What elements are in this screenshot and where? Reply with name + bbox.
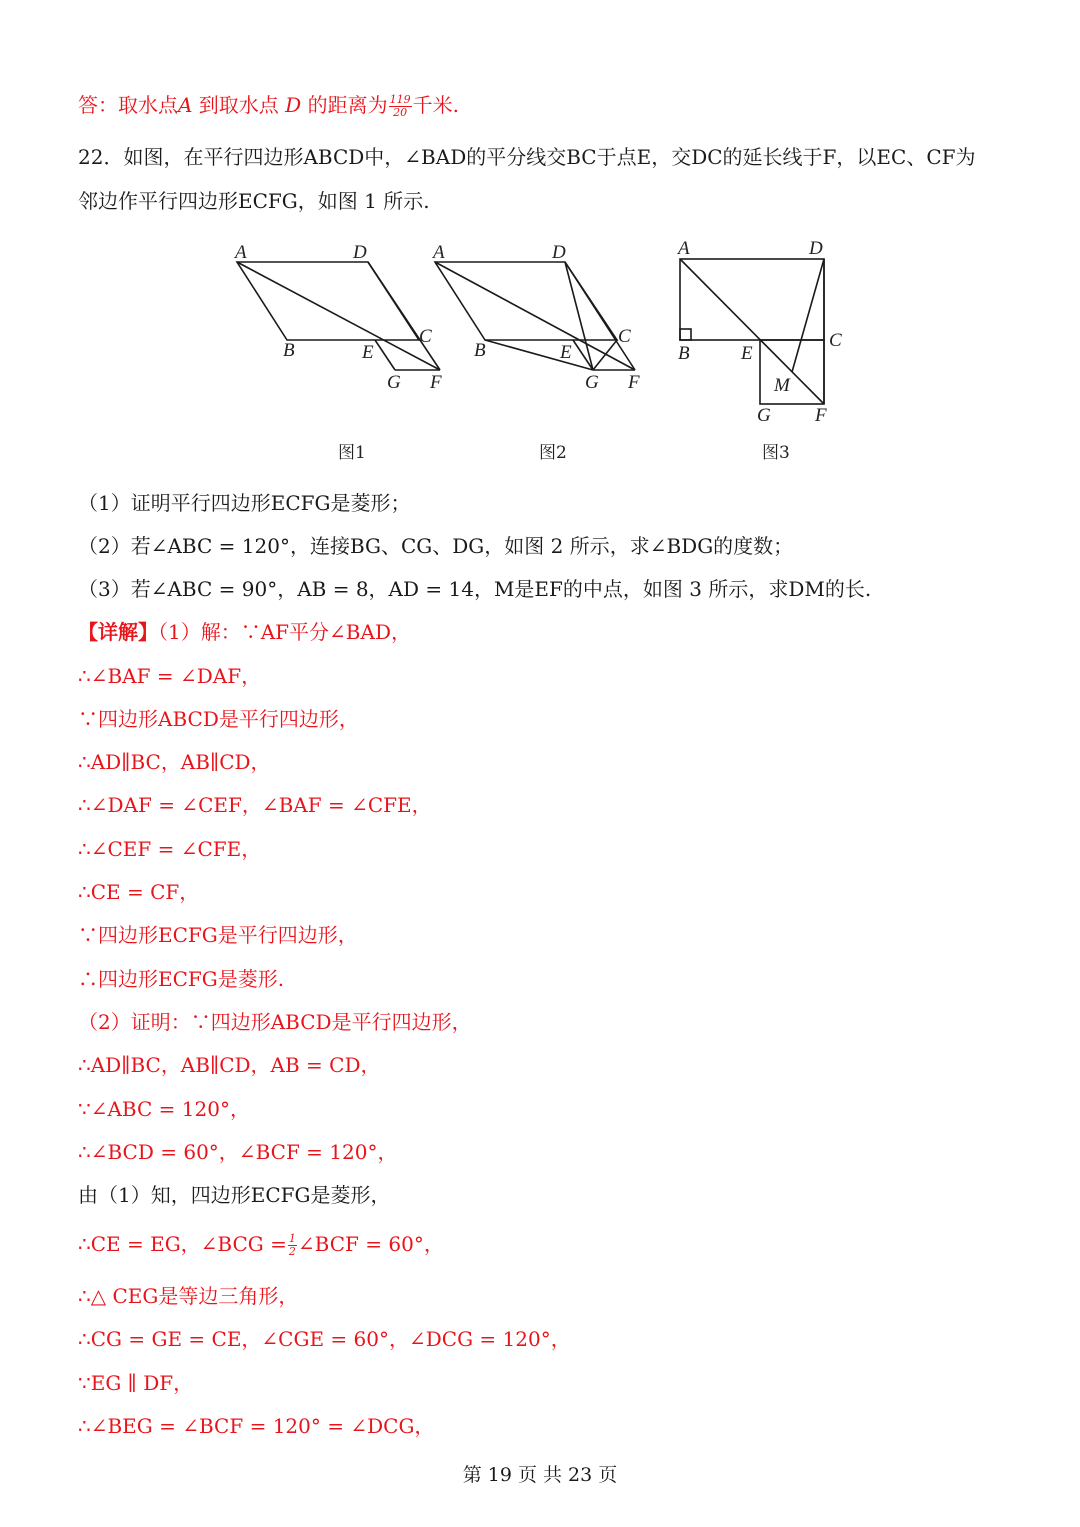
fig3-label-c: C — [829, 330, 842, 351]
solution-line-11: ∴AD∥BC，AB∥CD，AB = CD， — [78, 1053, 381, 1077]
fig3-label-f: F — [815, 405, 827, 426]
bcg-suffix: ∠BCF = 60°， — [297, 1232, 444, 1256]
fig1-label-f: F — [430, 372, 442, 393]
solution-line-2: ∴∠BAF = ∠DAF， — [78, 664, 262, 688]
fig3-label-e: E — [741, 343, 753, 364]
figure-3 — [680, 259, 824, 404]
fig3-label-d: D — [809, 238, 823, 259]
fig3-label-g: G — [757, 405, 771, 426]
point-a: A — [178, 93, 193, 117]
fig3-line-af — [680, 259, 824, 404]
fraction-numerator: 119 — [389, 93, 411, 106]
fig1-label-b: B — [283, 340, 295, 361]
fig2-line-cg — [593, 340, 617, 370]
part-2: （2）若∠ABC = 120°，连接BG、CG、DG，如图 2 所示，求∠BDG的度数； — [78, 534, 794, 558]
solution-line-15 — [78, 1231, 444, 1258]
solution-line-8: ∵四边形ECFG是平行四边形， — [78, 923, 358, 947]
part-3: （3）若∠ABC = 90°，AB = 8，AD = 14，M是EF的中点，如图 3 所示，求DM的长. — [78, 577, 872, 601]
fig3-label-b: B — [678, 343, 690, 364]
part-1: （1）证明平行四边形ECFG是菱形； — [78, 491, 411, 515]
solution-line-5: ∴∠DAF = ∠CEF，∠BAF = ∠CFE， — [78, 793, 432, 817]
fig1-parallelogram — [237, 262, 419, 340]
figures-svg — [225, 232, 865, 472]
fig1-label-a: A — [235, 242, 247, 263]
fig3-rectangle — [680, 259, 824, 340]
solution-line-19: ∴∠BEG = ∠BCF = 120° = ∠DCG， — [78, 1414, 435, 1438]
fig2-label-f: F — [628, 372, 640, 393]
bcg-prefix: ∴CE = EG，∠BCG = — [78, 1232, 287, 1256]
question-line-1: 22．如图，在平行四边形ABCD中，∠BAD的平分线交BC于点E，交DC的延长线于F，以EC、CF为 — [78, 145, 976, 169]
solution-tag: 【详解】 — [78, 620, 158, 644]
solution-line-7: ∴CE = CF， — [78, 880, 200, 904]
fig2-label-d: D — [552, 242, 566, 263]
fig1-label-e: E — [362, 342, 374, 363]
fig1-line-af — [237, 262, 440, 370]
solution-line-16: ∴△ CEG是等边三角形， — [78, 1284, 299, 1308]
fig2-label-c: C — [618, 326, 631, 347]
solution-line-1 — [78, 619, 411, 645]
answer-prefix: 答：取水点 — [78, 93, 178, 117]
fig1-label-g: G — [387, 372, 401, 393]
fig1-label-c: C — [419, 326, 432, 347]
figure-1 — [237, 262, 440, 370]
fig3-label-m: M — [774, 375, 790, 396]
solution-line-3: ∵四边形ABCD是平行四边形， — [78, 707, 359, 731]
solution-line-14: 由（1）知，四边形ECFG是菱形， — [78, 1183, 391, 1207]
fig1-label-d: D — [353, 242, 367, 263]
fig1-caption: 图1 — [338, 443, 366, 463]
solution-line-6: ∴∠CEF = ∠CFE， — [78, 837, 262, 861]
page-footer: 第 19 页 共 23 页 — [462, 1464, 618, 1486]
distance-fraction — [389, 94, 412, 119]
question-line-2: 邻边作平行四边形ECFG，如图 1 所示. — [78, 189, 430, 213]
solution-line-4: ∴AD∥BC，AB∥CD， — [78, 750, 271, 774]
half-denominator: 2 — [288, 1245, 296, 1258]
fig3-line-dm — [792, 259, 824, 372]
solution-text-0: （1）解：∵AF平分∠BAD， — [158, 620, 411, 644]
fraction-denominator: 20 — [393, 106, 408, 119]
half-numerator: 1 — [288, 1232, 296, 1245]
solution-line-9: ∴四边形ECFG是菱形. — [78, 967, 285, 991]
answer-line — [78, 92, 459, 119]
solution-line-10: （2）证明：∵四边形ABCD是平行四边形， — [78, 1010, 472, 1034]
point-d: D — [285, 93, 302, 117]
fig2-line-df — [565, 262, 635, 370]
half-fraction — [288, 1233, 297, 1258]
fig3-caption: 图3 — [762, 443, 790, 463]
answer-mid2: 的距离为 — [301, 93, 388, 117]
fig1-line-df — [368, 262, 440, 370]
fig2-caption: 图2 — [539, 443, 567, 463]
geometry-figures — [225, 232, 865, 472]
fig3-right-angle — [680, 329, 691, 340]
answer-suffix: 千米. — [412, 93, 459, 117]
solution-line-17: ∴CG = GE = CE，∠CGE = 60°，∠DCG = 120°， — [78, 1327, 571, 1351]
solution-line-12: ∵∠ABC = 120°， — [78, 1097, 250, 1121]
fig2-label-b: B — [474, 340, 486, 361]
solution-line-13: ∴∠BCD = 60°，∠BCF = 120°， — [78, 1140, 398, 1164]
solution-line-18: ∵EG ∥ DF， — [78, 1371, 194, 1395]
figure-2 — [435, 262, 635, 370]
fig3-label-a: A — [678, 238, 690, 259]
fig2-label-a: A — [433, 242, 445, 263]
fig2-label-g: G — [585, 372, 599, 393]
fig2-label-e: E — [560, 342, 572, 363]
answer-mid1: 到取水点 — [192, 93, 286, 117]
